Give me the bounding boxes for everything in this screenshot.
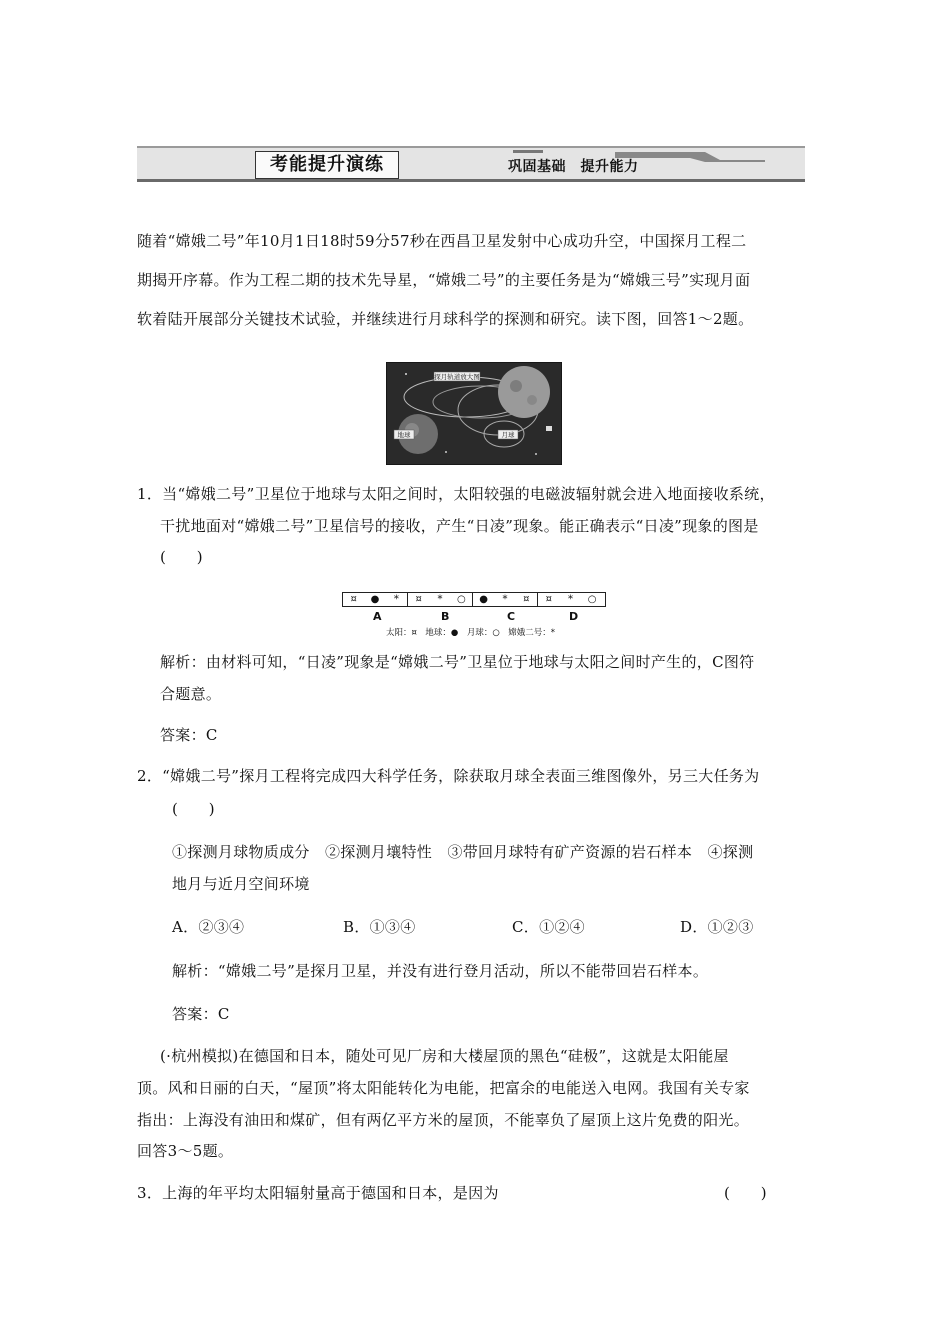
q2-line-1: 2．“嫦娥二号”探月工程将完成四大科学任务，除获取月球全表面三维图像外，另三大任务为	[137, 767, 760, 785]
q1-analysis-line-1: 解析：由材料可知，“日凌”现象是“嫦娥二号”卫星位于地球与太阳之间时产生的，C图符	[160, 653, 755, 671]
cell-c-3: ¤	[523, 594, 530, 605]
diagram-letter-c: C	[507, 610, 516, 623]
q2-answer: 答案：C	[172, 1005, 230, 1023]
q2-items-line-1: ①探测月球物质成分 ②探测月壤特性 ③带回月球特有矿产资源的岩石样本 ④探测	[172, 843, 754, 861]
intro-line-1: 随着“嫦娥二号”年10月1日18时59分57秒在西昌卫星发射中心成功升空，中国探月工程二	[137, 232, 747, 250]
passage2-line-4: 回答3～5题。	[137, 1142, 234, 1160]
intro-line-3: 软着陆开展部分关键技术试验，并继续进行月球科学的探测和研究。读下图，回答1～2题。	[137, 310, 754, 328]
diagram-letter-b: B	[441, 610, 450, 623]
q3-bracket: ( )	[724, 1184, 767, 1202]
q1-answer: 答案：C	[160, 726, 218, 744]
q1-analysis-line-2: 合题意。	[160, 685, 222, 703]
q1-line-1: 1．当“嫦娥二号”卫星位于地球与太阳之间时，太阳较强的电磁波辐射就会进入地面接收系统，	[137, 485, 775, 503]
cell-b-2: *	[437, 594, 443, 605]
q2-option-b: B．①③④	[343, 918, 416, 936]
q2-items-line-2: 地月与近月空间环境	[172, 875, 310, 893]
cell-b-1: ¤	[415, 594, 422, 605]
cell-d-3: ○	[587, 594, 597, 605]
passage2-line-1: (·杭州模拟)在德国和日本，随处可见厂房和大楼屋顶的黑色“硅极”，这就是太阳能屋	[160, 1047, 729, 1065]
diagram-letter-a: A	[373, 610, 382, 623]
diagram-letter-d: D	[569, 610, 579, 623]
q1-line-3: ( )	[160, 548, 203, 566]
q1-diagram	[342, 592, 606, 638]
q2-option-c: C．①②④	[512, 918, 585, 936]
cell-a-3: *	[393, 594, 399, 605]
orbit-figure	[386, 362, 562, 465]
diagram-cell-d	[538, 592, 603, 607]
diagram-cell-b	[408, 592, 473, 607]
passage2-line-3: 指出：上海没有油田和煤矿，但有两亿平方米的屋顶，不能辜负了屋顶上这片免费的阳光。	[137, 1111, 750, 1129]
intro-line-2: 期揭开序幕。作为工程二期的技术先导星，“嫦娥二号”的主要任务是为“嫦娥三号”实现月面	[137, 271, 751, 289]
q1-line-2: 干扰地面对“嫦娥二号”卫星信号的接收，产生“日凌”现象。能正确表示“日凌”现象的图是	[160, 517, 759, 535]
section-subtitle: 巩固基础 提升能力	[508, 159, 639, 175]
q3-text: 3．上海的年平均太阳辐射量高于德国和日本，是因为	[137, 1184, 499, 1202]
diagram-cell-c	[473, 592, 538, 607]
figure-label-earth: 地球	[397, 431, 411, 439]
diagram-legend: 太阳：¤ 地球：● 月球：○ 嫦娥二号：*	[386, 628, 555, 638]
diagram-cell-a	[343, 592, 408, 607]
cell-c-1: ●	[479, 594, 489, 605]
figure-label-orbit: 探月轨道放大图	[434, 373, 480, 381]
cell-c-2: *	[502, 594, 508, 605]
q2-option-a: A．②③④	[172, 918, 245, 936]
cell-b-3: ○	[456, 594, 466, 605]
passage2-line-2: 顶。风和日丽的白天，“屋顶”将太阳能转化为电能，把富余的电能送入电网。我国有关专家	[137, 1079, 750, 1097]
section-title: 考能提升演练	[255, 151, 399, 179]
cell-d-1: ¤	[545, 594, 553, 605]
cell-d-2: *	[567, 594, 573, 605]
q2-option-d: D．①②③	[680, 918, 754, 936]
cell-a-2: ●	[370, 594, 380, 605]
figure-label-moon: 月球	[501, 431, 515, 439]
cell-a-1: ¤	[350, 594, 357, 605]
q2-line-2: ( )	[172, 800, 215, 818]
q2-analysis: 解析：“嫦娥二号”是探月卫星，并没有进行登月活动，所以不能带回岩石样本。	[172, 962, 709, 980]
